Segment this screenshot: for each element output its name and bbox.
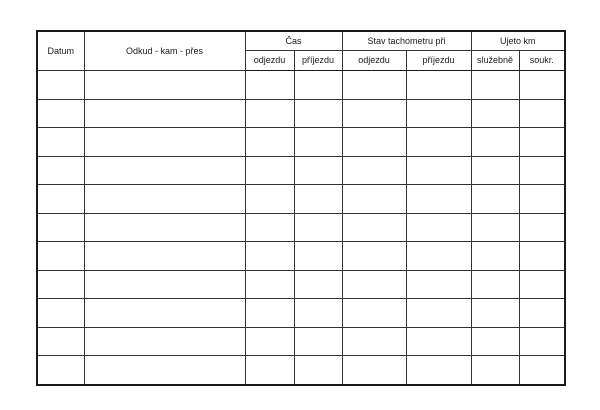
cell-cas-departure — [245, 327, 294, 356]
log-rows — [37, 71, 565, 386]
table-row — [37, 270, 565, 299]
cell-tacho-departure — [342, 213, 406, 242]
cell-km-business — [471, 270, 519, 299]
cell-cas-departure — [245, 299, 294, 328]
cell-datum — [37, 327, 84, 356]
header-cas: Čas — [245, 31, 342, 51]
cell-km-private — [519, 327, 565, 356]
cell-route — [84, 299, 245, 328]
cell-route — [84, 327, 245, 356]
cell-km-business — [471, 242, 519, 271]
cell-km-private — [519, 185, 565, 214]
cell-tacho-departure — [342, 270, 406, 299]
cell-cas-departure — [245, 99, 294, 128]
cell-cas-arrival — [294, 356, 342, 385]
cell-cas-arrival — [294, 327, 342, 356]
cell-datum — [37, 128, 84, 157]
cell-cas-arrival — [294, 299, 342, 328]
cell-tacho-arrival — [406, 128, 471, 157]
subheader-km-private: soukr. — [519, 51, 565, 71]
subheader-tacho-departure: odjezdu — [342, 51, 406, 71]
cell-tacho-arrival — [406, 156, 471, 185]
cell-route — [84, 242, 245, 271]
subheader-cas-departure: odjezdu — [245, 51, 294, 71]
cell-km-private — [519, 99, 565, 128]
subheader-km-business: služebně — [471, 51, 519, 71]
cell-route — [84, 71, 245, 100]
table-row — [37, 213, 565, 242]
cell-route — [84, 185, 245, 214]
cell-tacho-arrival — [406, 71, 471, 100]
table-row — [37, 185, 565, 214]
subheader-tacho-arrival: příjezdu — [406, 51, 471, 71]
cell-route — [84, 128, 245, 157]
cell-km-business — [471, 185, 519, 214]
cell-km-business — [471, 356, 519, 385]
cell-cas-departure — [245, 128, 294, 157]
cell-tacho-departure — [342, 299, 406, 328]
table-row — [37, 71, 565, 100]
header-ujeto-km: Ujeto km — [471, 31, 565, 51]
cell-km-business — [471, 299, 519, 328]
cell-datum — [37, 213, 84, 242]
cell-km-private — [519, 356, 565, 385]
subheader-cas-arrival: příjezdu — [294, 51, 342, 71]
cell-km-business — [471, 213, 519, 242]
cell-cas-arrival — [294, 270, 342, 299]
table-row — [37, 128, 565, 157]
cell-route — [84, 356, 245, 385]
cell-tacho-departure — [342, 356, 406, 385]
cell-km-business — [471, 71, 519, 100]
table-row — [37, 156, 565, 185]
cell-cas-departure — [245, 356, 294, 385]
cell-km-private — [519, 71, 565, 100]
cell-tacho-arrival — [406, 270, 471, 299]
cell-tacho-departure — [342, 156, 406, 185]
cell-km-private — [519, 299, 565, 328]
cell-tacho-arrival — [406, 299, 471, 328]
cell-cas-arrival — [294, 71, 342, 100]
cell-tacho-arrival — [406, 356, 471, 385]
table-row — [37, 327, 565, 356]
cell-cas-arrival — [294, 156, 342, 185]
cell-km-private — [519, 128, 565, 157]
cell-tacho-arrival — [406, 99, 471, 128]
header-tachometer: Stav tachometru při — [342, 31, 471, 51]
cell-cas-arrival — [294, 185, 342, 214]
cell-datum — [37, 99, 84, 128]
cell-route — [84, 213, 245, 242]
cell-cas-arrival — [294, 99, 342, 128]
cell-tacho-departure — [342, 242, 406, 271]
cell-cas-arrival — [294, 242, 342, 271]
cell-cas-departure — [245, 213, 294, 242]
cell-tacho-departure — [342, 327, 406, 356]
cell-route — [84, 99, 245, 128]
cell-km-business — [471, 156, 519, 185]
cell-tacho-departure — [342, 99, 406, 128]
cell-km-business — [471, 327, 519, 356]
cell-route — [84, 156, 245, 185]
cell-tacho-arrival — [406, 242, 471, 271]
cell-cas-departure — [245, 185, 294, 214]
cell-datum — [37, 299, 84, 328]
table-row — [37, 299, 565, 328]
cell-datum — [37, 270, 84, 299]
header-route: Odkud - kam - přes — [84, 31, 245, 71]
cell-tacho-arrival — [406, 185, 471, 214]
cell-datum — [37, 156, 84, 185]
cell-km-private — [519, 242, 565, 271]
cell-km-private — [519, 156, 565, 185]
cell-tacho-arrival — [406, 213, 471, 242]
cell-km-private — [519, 270, 565, 299]
cell-tacho-departure — [342, 185, 406, 214]
cell-km-business — [471, 99, 519, 128]
header-datum: Datum — [37, 31, 84, 71]
cell-cas-arrival — [294, 213, 342, 242]
cell-datum — [37, 242, 84, 271]
cell-tacho-arrival — [406, 327, 471, 356]
cell-cas-departure — [245, 242, 294, 271]
cell-datum — [37, 185, 84, 214]
table-row — [37, 99, 565, 128]
travel-log-table — [36, 30, 566, 386]
table-row — [37, 242, 565, 271]
cell-cas-arrival — [294, 128, 342, 157]
cell-tacho-departure — [342, 128, 406, 157]
cell-tacho-departure — [342, 71, 406, 100]
cell-km-private — [519, 213, 565, 242]
cell-datum — [37, 71, 84, 100]
cell-datum — [37, 356, 84, 385]
cell-km-business — [471, 128, 519, 157]
cell-route — [84, 270, 245, 299]
cell-cas-departure — [245, 156, 294, 185]
table-row — [37, 356, 565, 385]
cell-cas-departure — [245, 71, 294, 100]
cell-cas-departure — [245, 270, 294, 299]
